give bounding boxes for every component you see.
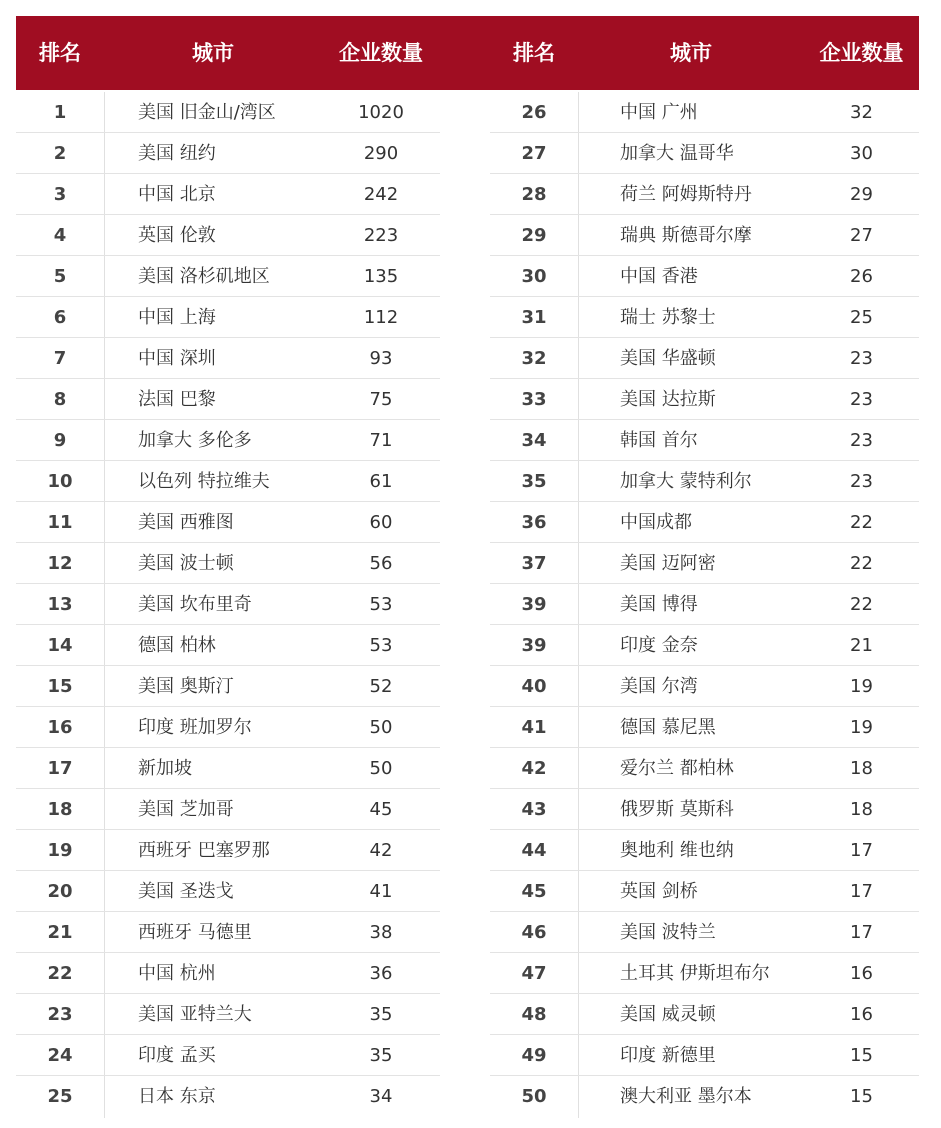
city-cell: 美国 亚特兰大 [138,1004,252,1025]
count-cell: 17 [850,881,873,902]
table-row [0,502,941,543]
count-cell: 18 [850,799,873,820]
count-cell: 22 [850,553,873,574]
city-cell: 美国 西雅图 [138,512,234,533]
table-row [0,912,941,953]
count-cell: 53 [369,594,393,615]
rank-cell: 26 [521,102,547,123]
table-row [0,707,941,748]
rank-cell: 6 [53,307,67,328]
rank-cell: 42 [521,758,547,779]
rank-cell: 10 [47,471,73,492]
rank-cell: 11 [47,512,73,533]
rank-cell: 17 [47,758,73,779]
count-cell: 26 [850,266,873,287]
table-row [0,789,941,830]
count-cell: 23 [850,471,873,492]
city-cell: 美国 波士顿 [138,553,234,574]
city-cell: 以色列 特拉维夫 [138,471,270,492]
count-cell: 17 [850,840,873,861]
count-cell: 223 [363,225,399,246]
rank-cell: 36 [521,512,547,533]
rank-cell: 30 [521,266,547,287]
count-cell: 35 [369,1004,393,1025]
table-row [0,256,941,297]
count-cell: 23 [850,389,873,410]
count-cell: 75 [369,389,393,410]
rank-cell: 14 [47,635,73,656]
rank-cell: 1 [53,102,67,123]
city-cell: 德国 慕尼黑 [620,717,716,738]
table-row [0,174,941,215]
rank-cell: 18 [47,799,73,820]
city-cell: 日本 东京 [138,1086,216,1107]
count-cell: 290 [363,143,399,164]
city-cell: 印度 班加罗尔 [138,717,252,738]
table-row [0,338,941,379]
rank-cell: 15 [47,676,73,697]
count-cell: 29 [850,184,873,205]
city-cell: 俄罗斯 莫斯科 [620,799,734,820]
table-row [0,748,941,789]
rank-cell: 37 [521,553,547,574]
count-cell: 36 [369,963,393,984]
count-cell: 38 [369,922,393,943]
city-cell: 美国 旧金山/湾区 [138,102,276,123]
city-cell: 中国 广州 [620,102,698,123]
count-cell: 41 [369,881,393,902]
table-row [0,543,941,584]
city-cell: 美国 圣迭戈 [138,881,234,902]
rank-cell: 34 [521,430,547,451]
count-cell: 42 [369,840,393,861]
city-cell: 法国 巴黎 [138,389,216,410]
table-row [0,461,941,502]
table-row [0,92,941,133]
count-cell: 30 [850,143,873,164]
count-cell: 15 [850,1045,873,1066]
city-cell: 德国 柏林 [138,635,216,656]
count-cell: 16 [850,1004,873,1025]
count-cell: 93 [369,348,393,369]
count-cell: 23 [850,430,873,451]
count-cell: 32 [850,102,873,123]
city-cell: 加拿大 蒙特利尔 [620,471,752,492]
header-city-left: 城市 [192,41,234,65]
rank-cell: 35 [521,471,547,492]
header-count-right: 企业数量 [819,41,904,65]
city-cell: 瑞士 苏黎士 [620,307,716,328]
rank-cell: 21 [47,922,73,943]
city-cell: 中国成都 [620,512,692,533]
rank-cell: 25 [47,1086,73,1107]
city-cell: 美国 华盛顿 [620,348,716,369]
city-cell: 奥地利 维也纳 [620,840,734,861]
count-cell: 135 [363,266,399,287]
rank-cell: 13 [47,594,73,615]
rank-cell: 48 [521,1004,547,1025]
rank-cell: 23 [47,1004,73,1025]
rank-cell: 40 [521,676,547,697]
rank-cell: 19 [47,840,73,861]
count-cell: 71 [369,430,393,451]
count-cell: 60 [369,512,393,533]
city-cell: 美国 芝加哥 [138,799,234,820]
rank-cell: 27 [521,143,547,164]
rank-cell: 32 [521,348,547,369]
header-rank-right: 排名 [513,41,555,65]
rank-cell: 22 [47,963,73,984]
city-cell: 美国 威灵顿 [620,1004,716,1025]
rank-cell: 39 [521,635,547,656]
rank-cell: 47 [521,963,547,984]
count-cell: 25 [850,307,873,328]
city-cell: 美国 纽约 [138,143,216,164]
count-cell: 21 [850,635,873,656]
city-cell: 中国 深圳 [138,348,216,369]
rank-cell: 44 [521,840,547,861]
city-cell: 美国 达拉斯 [620,389,716,410]
count-cell: 56 [369,553,393,574]
table-row [0,297,941,338]
count-cell: 27 [850,225,873,246]
rank-cell: 50 [521,1086,547,1107]
table-row [0,666,941,707]
city-cell: 爱尔兰 都柏林 [620,758,734,779]
rank-cell: 33 [521,389,547,410]
city-cell: 西班牙 巴塞罗那 [138,840,270,861]
table-row [0,379,941,420]
count-cell: 22 [850,512,873,533]
table-row [0,420,941,461]
rank-cell: 2 [53,143,67,164]
rank-cell: 31 [521,307,547,328]
table-row [0,871,941,912]
city-cell: 新加坡 [138,758,192,779]
city-cell: 美国 洛杉矶地区 [138,266,270,287]
city-cell: 中国 杭州 [138,963,216,984]
rank-cell: 7 [53,348,67,369]
count-cell: 19 [850,717,873,738]
header-rank-left: 排名 [39,41,81,65]
count-cell: 45 [369,799,393,820]
table-row [0,953,941,994]
count-cell: 34 [369,1086,393,1107]
count-cell: 52 [369,676,393,697]
city-cell: 加拿大 温哥华 [620,143,734,164]
count-cell: 50 [369,758,393,779]
city-cell: 美国 尔湾 [620,676,698,697]
rank-cell: 45 [521,881,547,902]
rank-cell: 9 [53,430,67,451]
city-cell: 英国 伦敦 [138,225,216,246]
count-cell: 53 [369,635,393,656]
rank-cell: 49 [521,1045,547,1066]
city-cell: 印度 金奈 [620,635,698,656]
count-cell: 50 [369,717,393,738]
table-row [0,625,941,666]
city-cell: 中国 北京 [138,184,216,205]
count-cell: 16 [850,963,873,984]
count-cell: 35 [369,1045,393,1066]
count-cell: 19 [850,676,873,697]
city-cell: 荷兰 阿姆斯特丹 [620,184,752,205]
city-cell: 美国 迈阿密 [620,553,716,574]
city-cell: 西班牙 马德里 [138,922,252,943]
city-cell: 瑞典 斯德哥尔摩 [620,225,752,246]
rank-cell: 28 [521,184,547,205]
count-cell: 61 [369,471,393,492]
count-cell: 242 [363,184,399,205]
count-cell: 112 [363,307,399,328]
rank-cell: 16 [47,717,73,738]
table-row [0,584,941,625]
header-city-right: 城市 [670,41,712,65]
city-cell: 印度 孟买 [138,1045,216,1066]
city-cell: 美国 坎布里奇 [138,594,252,615]
table-row [0,994,941,1035]
rank-cell: 29 [521,225,547,246]
header-count-left: 企业数量 [339,41,423,65]
count-cell: 1020 [358,102,404,123]
city-cell: 澳大利亚 墨尔本 [620,1086,752,1107]
count-cell: 18 [850,758,873,779]
city-cell: 韩国 首尔 [620,430,698,451]
rank-cell: 24 [47,1045,73,1066]
rank-cell: 46 [521,922,547,943]
city-cell: 土耳其 伊斯坦布尔 [620,963,770,984]
rank-cell: 5 [53,266,67,287]
table-row [0,215,941,256]
city-cell: 印度 新德里 [620,1045,716,1066]
rank-cell: 41 [521,717,547,738]
city-cell: 美国 博得 [620,594,698,615]
city-cell: 中国 上海 [138,307,216,328]
rank-cell: 4 [53,225,67,246]
city-cell: 美国 奥斯汀 [138,676,234,697]
table-row [0,133,941,174]
rank-cell: 20 [47,881,73,902]
rank-cell: 12 [47,553,73,574]
city-cell: 英国 剑桥 [620,881,698,902]
city-cell: 加拿大 多伦多 [138,430,252,451]
table-row [0,1035,941,1076]
count-cell: 17 [850,922,873,943]
table-row [0,1076,941,1117]
rank-cell: 43 [521,799,547,820]
rank-cell: 8 [53,389,67,410]
city-cell: 美国 波特兰 [620,922,716,943]
count-cell: 23 [850,348,873,369]
count-cell: 15 [850,1086,873,1107]
rank-cell: 3 [53,184,67,205]
table-row [0,830,941,871]
city-cell: 中国 香港 [620,266,698,287]
rank-cell: 39 [521,594,547,615]
count-cell: 22 [850,594,873,615]
